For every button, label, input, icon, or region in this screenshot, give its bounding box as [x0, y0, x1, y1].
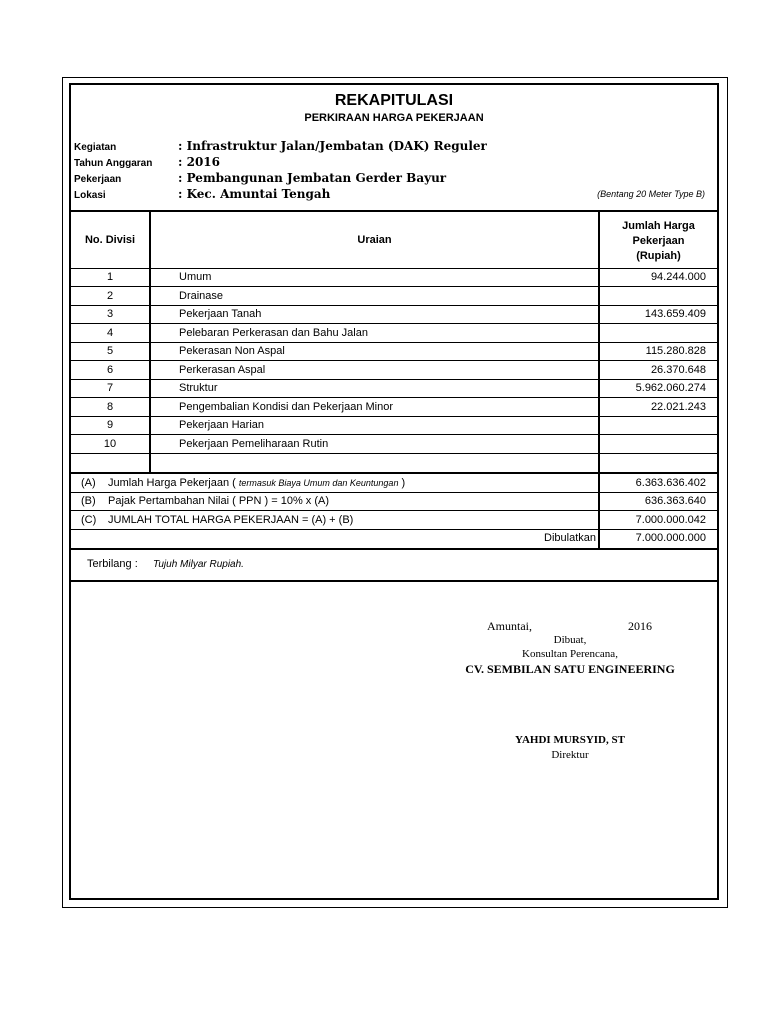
signature-year: 2016: [628, 619, 652, 633]
total-c-value: 7.000.000.042: [635, 514, 706, 526]
row-uraian: Pelebaran Perkerasan dan Bahu Jalan: [179, 327, 368, 339]
row-line: [69, 434, 719, 435]
row-no: 3: [106, 308, 114, 320]
row-amount: 94.244.000: [650, 271, 706, 283]
row-line: [69, 323, 719, 324]
row-no: 10: [103, 438, 117, 450]
total-a-code: (A): [81, 477, 96, 489]
row-amount: 115.280.828: [645, 345, 706, 357]
row-line: [69, 453, 719, 454]
header-bottom-border: [69, 268, 719, 269]
total-b-code: (B): [81, 495, 96, 507]
table-top-border: [69, 210, 719, 212]
row-amount: 26.370.648: [650, 364, 706, 376]
header-jumlah-line3: (Rupiah): [636, 250, 681, 262]
row-no: 6: [106, 364, 114, 376]
row-uraian: Pengembalian Kondisi dan Pekerjaan Minor: [179, 401, 394, 413]
row-uraian: Pekerjaan Tanah: [179, 308, 262, 320]
signature-place: Amuntai,: [487, 619, 532, 633]
rows-bottom-border: [69, 472, 719, 474]
info-label-kegiatan: Kegiatan: [74, 142, 117, 153]
row-uraian: Umum: [179, 271, 212, 283]
header-uraian: Uraian: [357, 234, 392, 246]
header-no-divisi: No. Divisi: [84, 234, 136, 246]
row-uraian: Perkerasan Aspal: [179, 364, 266, 376]
row-line: [69, 360, 719, 361]
row-no: 1: [106, 271, 114, 283]
row-line: [69, 416, 719, 417]
row-line: [69, 397, 719, 398]
row-no: 8: [106, 401, 114, 413]
row-line: [69, 529, 719, 530]
total-b-label: Pajak Pertambahan Nilai ( PPN ) = 10% x (A): [108, 495, 330, 507]
info-value-pekerjaan: : Pembangunan Jembatan Gerder Bayur: [178, 171, 447, 185]
row-no: 7: [106, 382, 114, 394]
info-value-kegiatan: : Infrastruktur Jalan/Jembatan (DAK) Reguler: [178, 139, 487, 153]
row-uraian: Struktur: [179, 382, 218, 394]
total-b-value: 636.363.640: [644, 495, 706, 507]
row-uraian: Pekerjaan Pemeliharaan Rutin: [179, 438, 329, 450]
info-value-tahun: : 2016: [178, 155, 221, 169]
row-uraian: Drainase: [179, 290, 224, 302]
row-line: [69, 342, 719, 343]
total-a-value: 6.363.636.402: [635, 477, 706, 489]
total-c-code: (C): [81, 514, 97, 526]
signature-dibuat: Dibuat,: [553, 634, 587, 646]
info-label-lokasi: Lokasi: [74, 190, 106, 201]
row-no: 4: [106, 327, 114, 339]
page-subtitle: PERKIRAAN HARGA PEKERJAAN: [304, 112, 484, 124]
total-a-note: termasuk Biaya Umum dan Keuntungan: [238, 478, 399, 488]
signature-role: Konsultan Perencana,: [522, 648, 618, 660]
signature-company: CV. SEMBILAN SATU ENGINEERING: [465, 662, 675, 676]
total-a-label: [108, 477, 405, 489]
totals-bottom-border: [69, 548, 719, 550]
info-label-pekerjaan: Pekerjaan: [74, 174, 122, 185]
row-line: [69, 492, 719, 493]
terbilang-value: Tujuh Milyar Rupiah.: [153, 559, 244, 570]
dibulatkan-value: 7.000.000.000: [635, 532, 706, 544]
header-jumlah-line1: Jumlah Harga: [622, 220, 695, 232]
signature-name: YAHDI MURSYID, ST: [515, 734, 625, 746]
row-line: [69, 379, 719, 380]
page-title: REKAPITULASI: [334, 92, 454, 109]
dibulatkan-label: Dibulatkan: [544, 532, 596, 544]
row-uraian: Pekerjaan Harian: [179, 419, 264, 431]
info-value-lokasi: : Kec. Amuntai Tengah: [178, 187, 331, 201]
row-amount: 22.021.243: [650, 401, 706, 413]
span-note: (Bentang 20 Meter Type B): [597, 189, 705, 199]
row-amount: 5.962.060.274: [635, 382, 706, 394]
row-amount: 143.659.409: [644, 308, 706, 320]
row-uraian: Pekerasan Non Aspal: [179, 345, 285, 357]
row-no: 9: [106, 419, 114, 431]
row-line: [69, 286, 719, 287]
signature-position: Direktur: [551, 749, 589, 761]
row-no: 5: [106, 345, 114, 357]
row-line: [69, 305, 719, 306]
total-c-label: JUMLAH TOTAL HARGA PEKERJAAN = (A) + (B): [108, 514, 354, 526]
row-line: [69, 510, 719, 511]
header-jumlah-line2: Pekerjaan: [632, 235, 685, 247]
row-no: 2: [106, 290, 114, 302]
total-a-close: ): [401, 477, 406, 489]
info-label-tahun: Tahun Anggaran: [74, 158, 153, 169]
terbilang-label: Terbilang :: [87, 558, 138, 570]
column-divider: [149, 211, 151, 473]
total-a-label-text: Jumlah Harga Pekerjaan (: [108, 477, 236, 489]
terbilang-bottom-border: [69, 580, 719, 582]
